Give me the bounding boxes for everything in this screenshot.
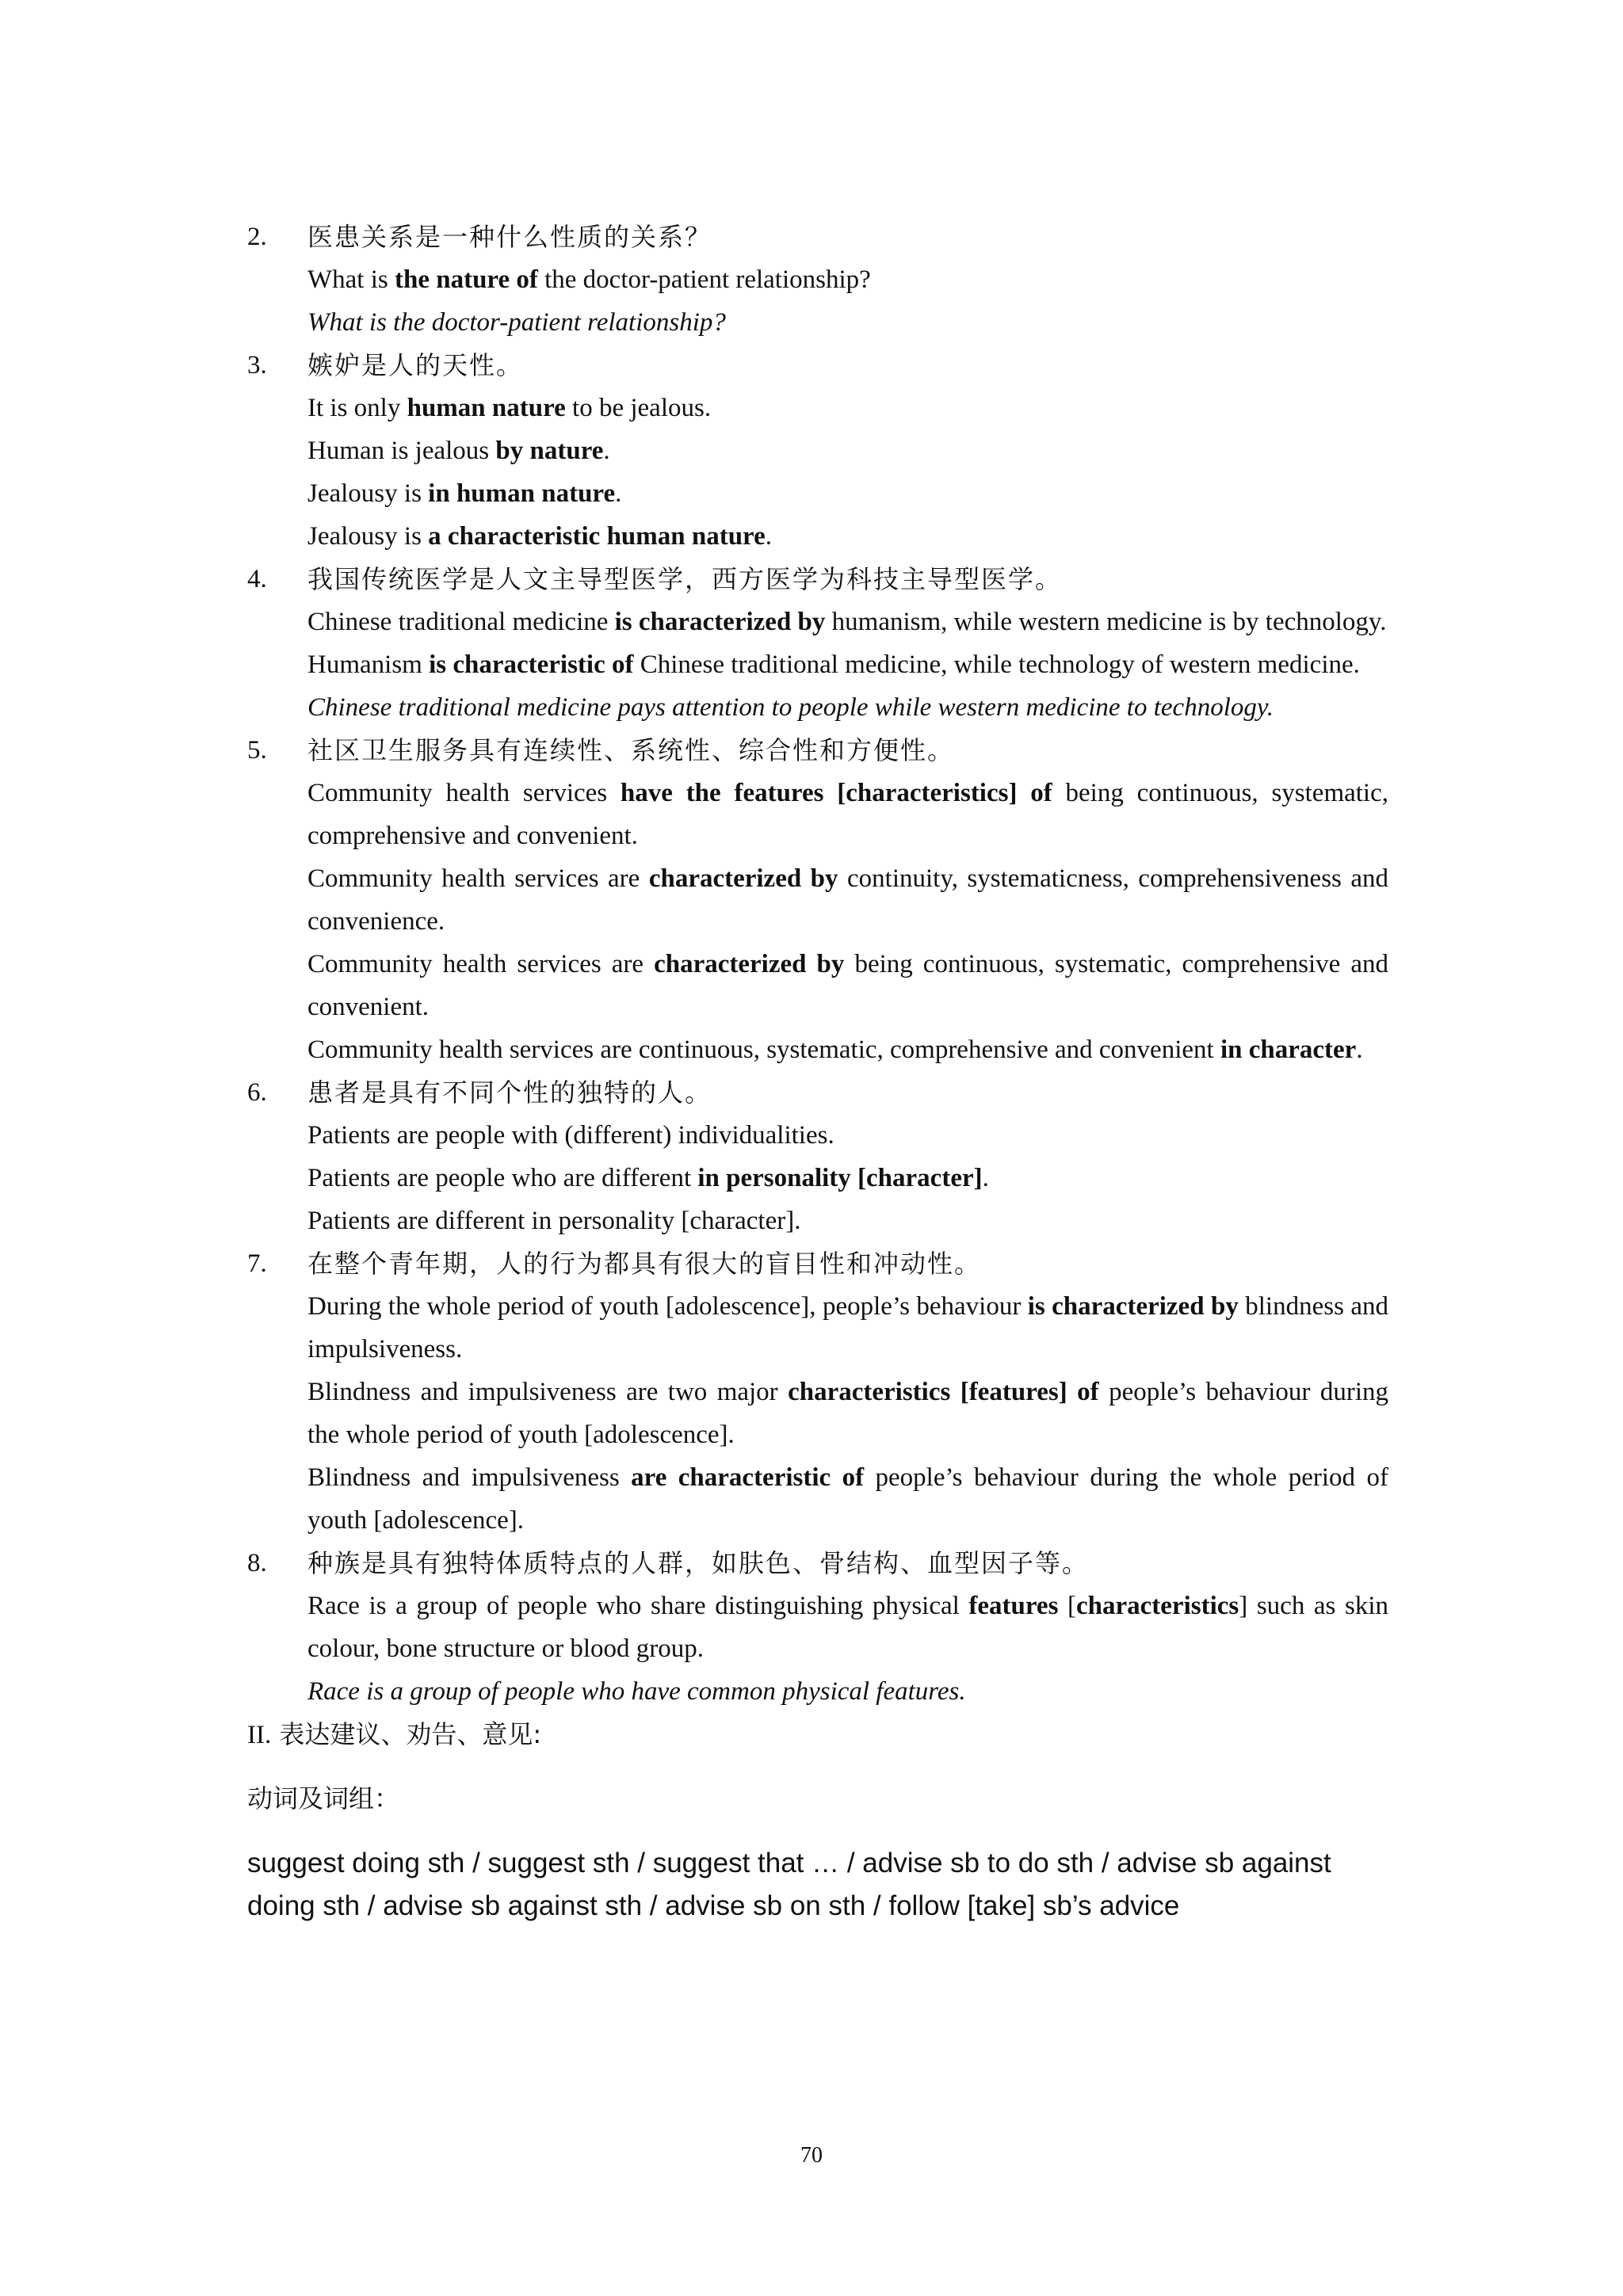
- key-phrase: are characteristic of: [631, 1463, 865, 1492]
- english-translation: Jealousy is a characteristic human nature.: [307, 522, 773, 551]
- chinese-sentence: 种族是具有独特体质特点的人群，如肤色、骨结构、血型因子等。: [307, 1548, 1090, 1578]
- list-item-8: [247, 1542, 1388, 1713]
- key-phrase: is characterized by: [614, 608, 826, 636]
- list-item-2: [247, 215, 1388, 344]
- english-translation: Community health services are continuous, systematic, comprehensive and convenient in character.: [307, 1035, 1363, 1064]
- key-phrase: in personality [character]: [697, 1164, 983, 1192]
- key-phrase: characterized by: [648, 864, 838, 893]
- chinese-sentence: 在整个青年期，人的行为都具有很大的盲目性和冲动性。: [307, 1249, 982, 1279]
- key-phrase: human nature: [407, 394, 566, 422]
- item-number: 2.: [247, 223, 267, 251]
- page-content: [247, 215, 1388, 1928]
- english-translation: Community health services are characterized by continuity, systematicness, comprehensiveness and convenience.: [307, 864, 1389, 936]
- english-translation: It is only human nature to be jealous.: [307, 394, 712, 422]
- english-translation: What is the nature of the doctor-patient relationship?: [307, 265, 871, 294]
- key-phrase: have the features [characteristics] of: [620, 779, 1052, 807]
- english-translation: Patients are people with (different) individualities.: [307, 1121, 834, 1150]
- list-item-7: [247, 1242, 1388, 1542]
- section-heading: [247, 1713, 1388, 1756]
- english-translation: Blindness and impulsiveness are characteristic of people’s behaviour during the whole period of youth [adolescence].: [307, 1463, 1388, 1535]
- item-number: 3.: [247, 351, 267, 379]
- english-translation: Blindness and impulsiveness are two major characteristics [features] of people’s behaviour during the whole period of youth [adolescence].: [307, 1378, 1388, 1449]
- english-translation: Chinese traditional medicine is characterized by humanism, while western medicine is by technology.: [307, 608, 1387, 636]
- english-translation-alt: What is the doctor-patient relationship?: [307, 308, 726, 337]
- section-title: 表达建议、劝告、意见:: [279, 1719, 542, 1749]
- list-item-4: [247, 558, 1388, 729]
- section-number: II.: [247, 1721, 272, 1749]
- key-phrase: by nature: [495, 437, 604, 465]
- key-phrase: is characteristic of: [429, 650, 634, 679]
- key-phrase: characteristics: [1076, 1592, 1239, 1620]
- chinese-sentence: 嫉妒是人的天性。: [307, 350, 524, 380]
- english-translation: Patients are different in personality [character].: [307, 1207, 801, 1235]
- list-item-6: [247, 1071, 1388, 1242]
- english-translation: Jealousy is in human nature.: [307, 479, 622, 508]
- item-number: 8.: [247, 1549, 267, 1577]
- english-translation-alt: Chinese traditional medicine pays attention to people while western medicine to technology.: [307, 693, 1274, 722]
- phrase-list: suggest doing sth / suggest sth / suggest that … / advise sb to do sth / advise sb against doing sth / advise sb against sth / advise sb on sth / follow [take] sb’s advice: [247, 1848, 1331, 1921]
- key-phrase: characterized by: [654, 950, 845, 978]
- english-translation: During the whole period of youth [adolescence], people’s behaviour is characterized by blindness and impulsiveness.: [307, 1292, 1388, 1363]
- item-number: 7.: [247, 1249, 267, 1278]
- list-item-5: [247, 729, 1388, 1071]
- key-phrase: the nature of: [394, 265, 538, 294]
- chinese-sentence: 患者是具有不同个性的独特的人。: [307, 1077, 712, 1108]
- item-number: 4.: [247, 565, 267, 593]
- item-number: 6.: [247, 1078, 267, 1107]
- key-phrase: characteristics [features] of: [788, 1378, 1099, 1406]
- english-translation: Humanism is characteristic of Chinese traditional medicine, while technology of western medicine.: [307, 650, 1360, 679]
- key-phrase: a characteristic human nature: [428, 522, 766, 551]
- key-phrase: features: [968, 1592, 1059, 1620]
- subheading: 动词及词组：: [247, 1783, 400, 1814]
- item-number: 5.: [247, 736, 267, 765]
- page-number: 70: [800, 2143, 823, 2168]
- key-phrase: in human nature: [428, 479, 616, 508]
- key-phrase: is characterized by: [1027, 1292, 1239, 1321]
- chinese-sentence: 社区卫生服务具有连续性、系统性、综合性和方便性。: [307, 735, 955, 765]
- english-translation: Human is jealous by nature.: [307, 437, 610, 465]
- english-translation: Patients are people who are different in personality [character].: [307, 1164, 989, 1192]
- english-translation-alt: Race is a group of people who have common physical features.: [307, 1677, 966, 1706]
- english-translation: Community health services have the features [characteristics] of being continuous, systematic, comprehensive and convenient.: [307, 779, 1388, 850]
- chinese-sentence: 医患关系是一种什么性质的关系？: [307, 222, 712, 252]
- chinese-sentence: 我国传统医学是人文主导型医学，西方医学为科技主导型医学。: [307, 564, 1063, 594]
- english-translation: Community health services are characterized by being continuous, systematic, comprehensive and convenient.: [307, 950, 1388, 1021]
- english-translation: Race is a group of people who share distinguishing physical features [characteristics] such as skin colour, bone structure or blood group.: [307, 1592, 1388, 1663]
- key-phrase: in character: [1220, 1035, 1357, 1064]
- list-item-3: [247, 344, 1388, 558]
